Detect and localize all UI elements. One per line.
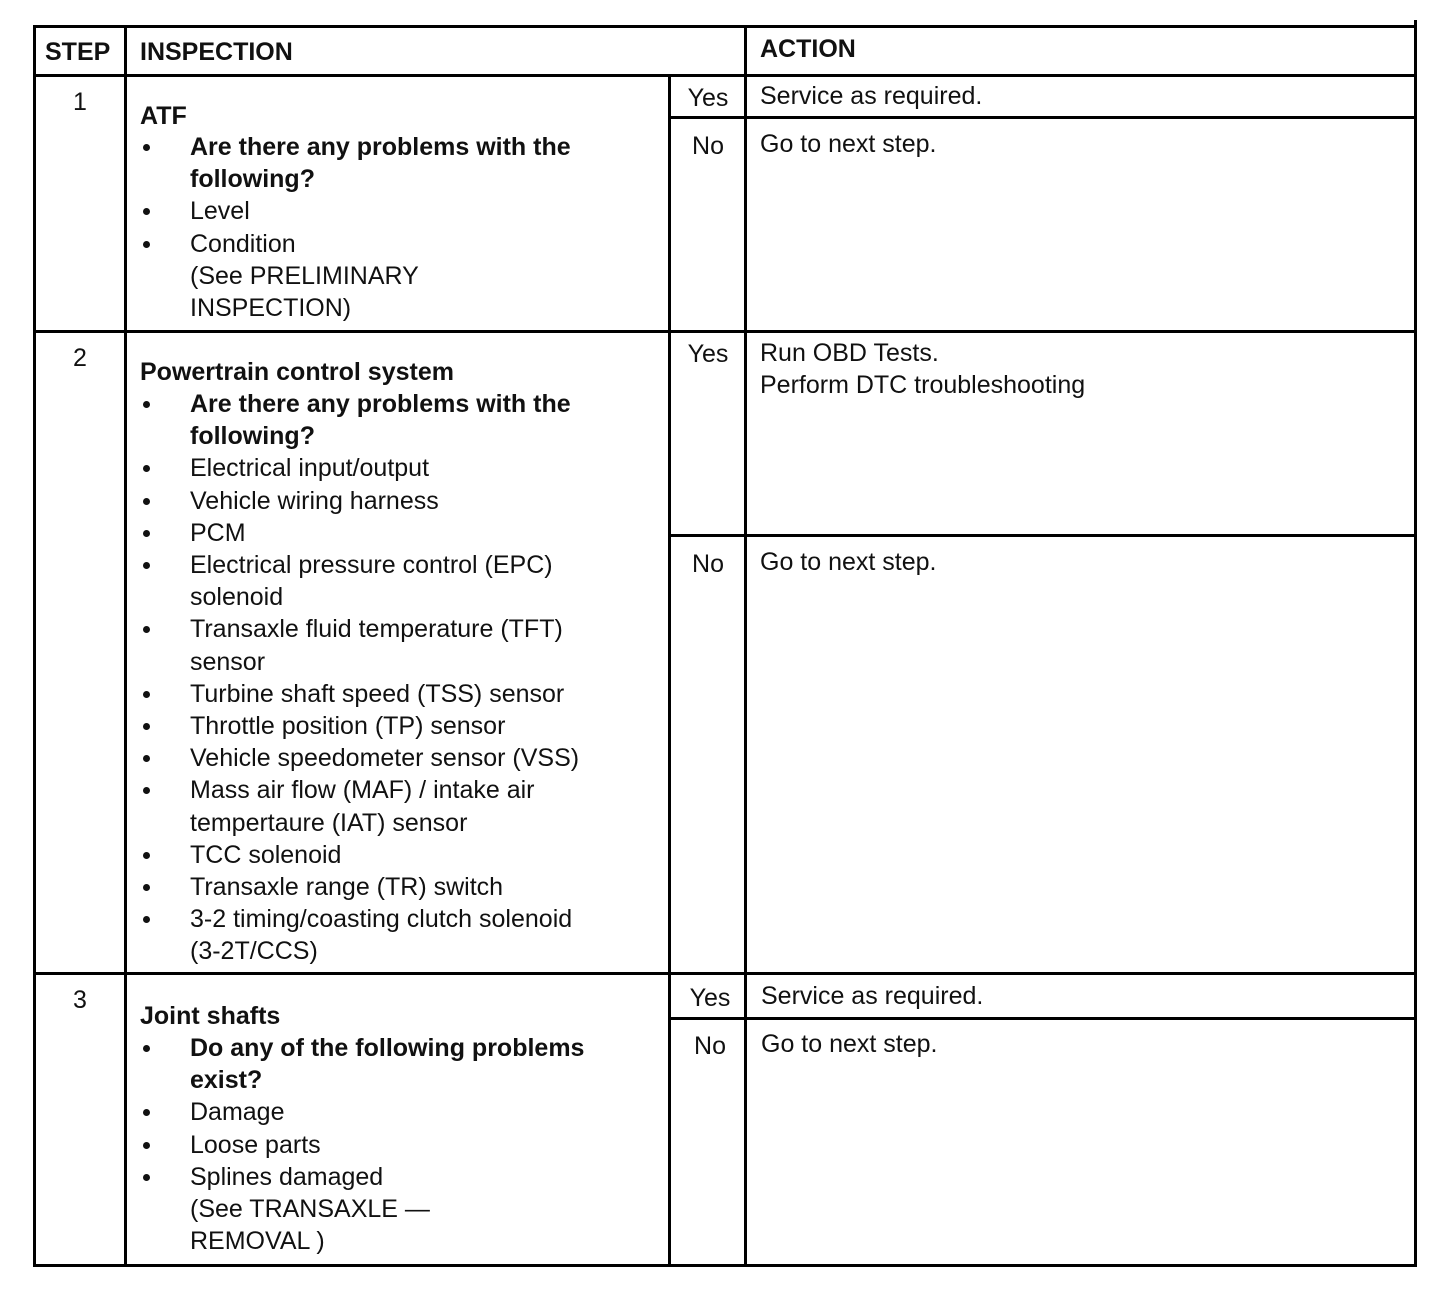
no-action: Go to next step. bbox=[760, 548, 937, 576]
bullet-icon bbox=[143, 241, 150, 248]
bullet-icon bbox=[143, 530, 150, 537]
question-item: Are there any problems with the following? bbox=[140, 388, 579, 452]
yesno-divider-1 bbox=[668, 116, 1417, 119]
inspection-list bbox=[140, 131, 571, 324]
header-action: ACTION bbox=[760, 35, 856, 63]
yes-label: Yes bbox=[687, 340, 729, 368]
yes-action: Run OBD Tests. bbox=[760, 339, 939, 367]
yes-action: Service as required. bbox=[760, 82, 983, 110]
yes-label: Yes bbox=[689, 984, 731, 1012]
list-item: Condition (See PRELIMINARY INSPECTION) bbox=[140, 228, 571, 325]
no-label: No bbox=[694, 1032, 726, 1060]
step-number: 1 bbox=[73, 88, 87, 116]
list-item: 3-2 timing/coasting clutch solenoid (3-2T/CCS) bbox=[140, 903, 579, 967]
row-divider-1 bbox=[33, 330, 1417, 333]
bullet-icon bbox=[143, 144, 150, 151]
bullet-icon bbox=[143, 1045, 150, 1052]
table-border-top bbox=[33, 25, 1417, 28]
list-item: Loose parts bbox=[140, 1129, 584, 1161]
bullet-icon bbox=[143, 787, 150, 794]
bullet-icon bbox=[143, 626, 150, 633]
yes-action: Service as required. bbox=[761, 982, 984, 1010]
bullet-icon bbox=[143, 1142, 150, 1149]
table-border-bottom bbox=[33, 1264, 1417, 1267]
list-item: Transaxle fluid temperature (TFT) sensor bbox=[140, 613, 579, 677]
yes-action: Perform DTC troubleshooting bbox=[760, 371, 1086, 399]
step-title: Powertrain control system bbox=[140, 358, 454, 386]
bullet-icon bbox=[143, 691, 150, 698]
list-item: PCM bbox=[140, 517, 579, 549]
table-border-right bbox=[1414, 20, 1417, 1267]
bullet-icon bbox=[143, 852, 150, 859]
bullet-icon bbox=[143, 498, 150, 505]
col-divider-action bbox=[744, 25, 747, 1267]
inspection-list bbox=[140, 388, 579, 968]
bullet-icon bbox=[143, 1109, 150, 1116]
list-item: Splines damaged (See TRANSAXLE — REMOVAL ) bbox=[140, 1161, 584, 1258]
header-inspection: INSPECTION bbox=[140, 38, 293, 66]
step-title: Joint shafts bbox=[140, 1002, 281, 1030]
table-border-left bbox=[33, 25, 36, 1267]
question-item: Are there any problems with the following? bbox=[140, 131, 571, 195]
list-item: Vehicle speedometer sensor (VSS) bbox=[140, 742, 579, 774]
yesno-divider-3 bbox=[668, 1017, 1417, 1020]
list-item: Damage bbox=[140, 1096, 584, 1128]
bullet-icon bbox=[143, 401, 150, 408]
step-number: 3 bbox=[73, 986, 87, 1014]
list-item: Level bbox=[140, 195, 571, 227]
list-item: Turbine shaft speed (TSS) sensor bbox=[140, 678, 579, 710]
no-action: Go to next step. bbox=[761, 1030, 938, 1058]
list-item: Throttle position (TP) sensor bbox=[140, 710, 579, 742]
bullet-icon bbox=[143, 1174, 150, 1181]
bullet-icon bbox=[143, 208, 150, 215]
list-item: Electrical pressure control (EPC) solenoid bbox=[140, 549, 579, 613]
row-divider-2 bbox=[33, 972, 1417, 975]
list-item: TCC solenoid bbox=[140, 839, 579, 871]
list-item: Electrical input/output bbox=[140, 452, 579, 484]
inspection-list bbox=[140, 1032, 584, 1257]
bullet-icon bbox=[143, 755, 150, 762]
bullet-icon bbox=[143, 884, 150, 891]
step-number: 2 bbox=[73, 344, 87, 372]
no-label: No bbox=[692, 132, 724, 160]
header-divider bbox=[33, 74, 1417, 77]
question-item: Do any of the following problems exist? bbox=[140, 1032, 584, 1096]
yes-label: Yes bbox=[687, 84, 729, 112]
bullet-icon bbox=[143, 916, 150, 923]
list-item: Transaxle range (TR) switch bbox=[140, 871, 579, 903]
col-divider-yesno bbox=[668, 74, 671, 1267]
col-divider-step bbox=[124, 25, 127, 1267]
no-action: Go to next step. bbox=[760, 130, 937, 158]
list-item: Mass air flow (MAF) / intake air tempertaure (IAT) sensor bbox=[140, 774, 579, 838]
bullet-icon bbox=[143, 723, 150, 730]
yesno-divider-2 bbox=[668, 534, 1417, 537]
step-title: ATF bbox=[140, 102, 187, 130]
list-item: Vehicle wiring harness bbox=[140, 485, 579, 517]
header-step: STEP bbox=[45, 38, 111, 66]
bullet-icon bbox=[143, 562, 150, 569]
no-label: No bbox=[692, 550, 724, 578]
bullet-icon bbox=[143, 465, 150, 472]
